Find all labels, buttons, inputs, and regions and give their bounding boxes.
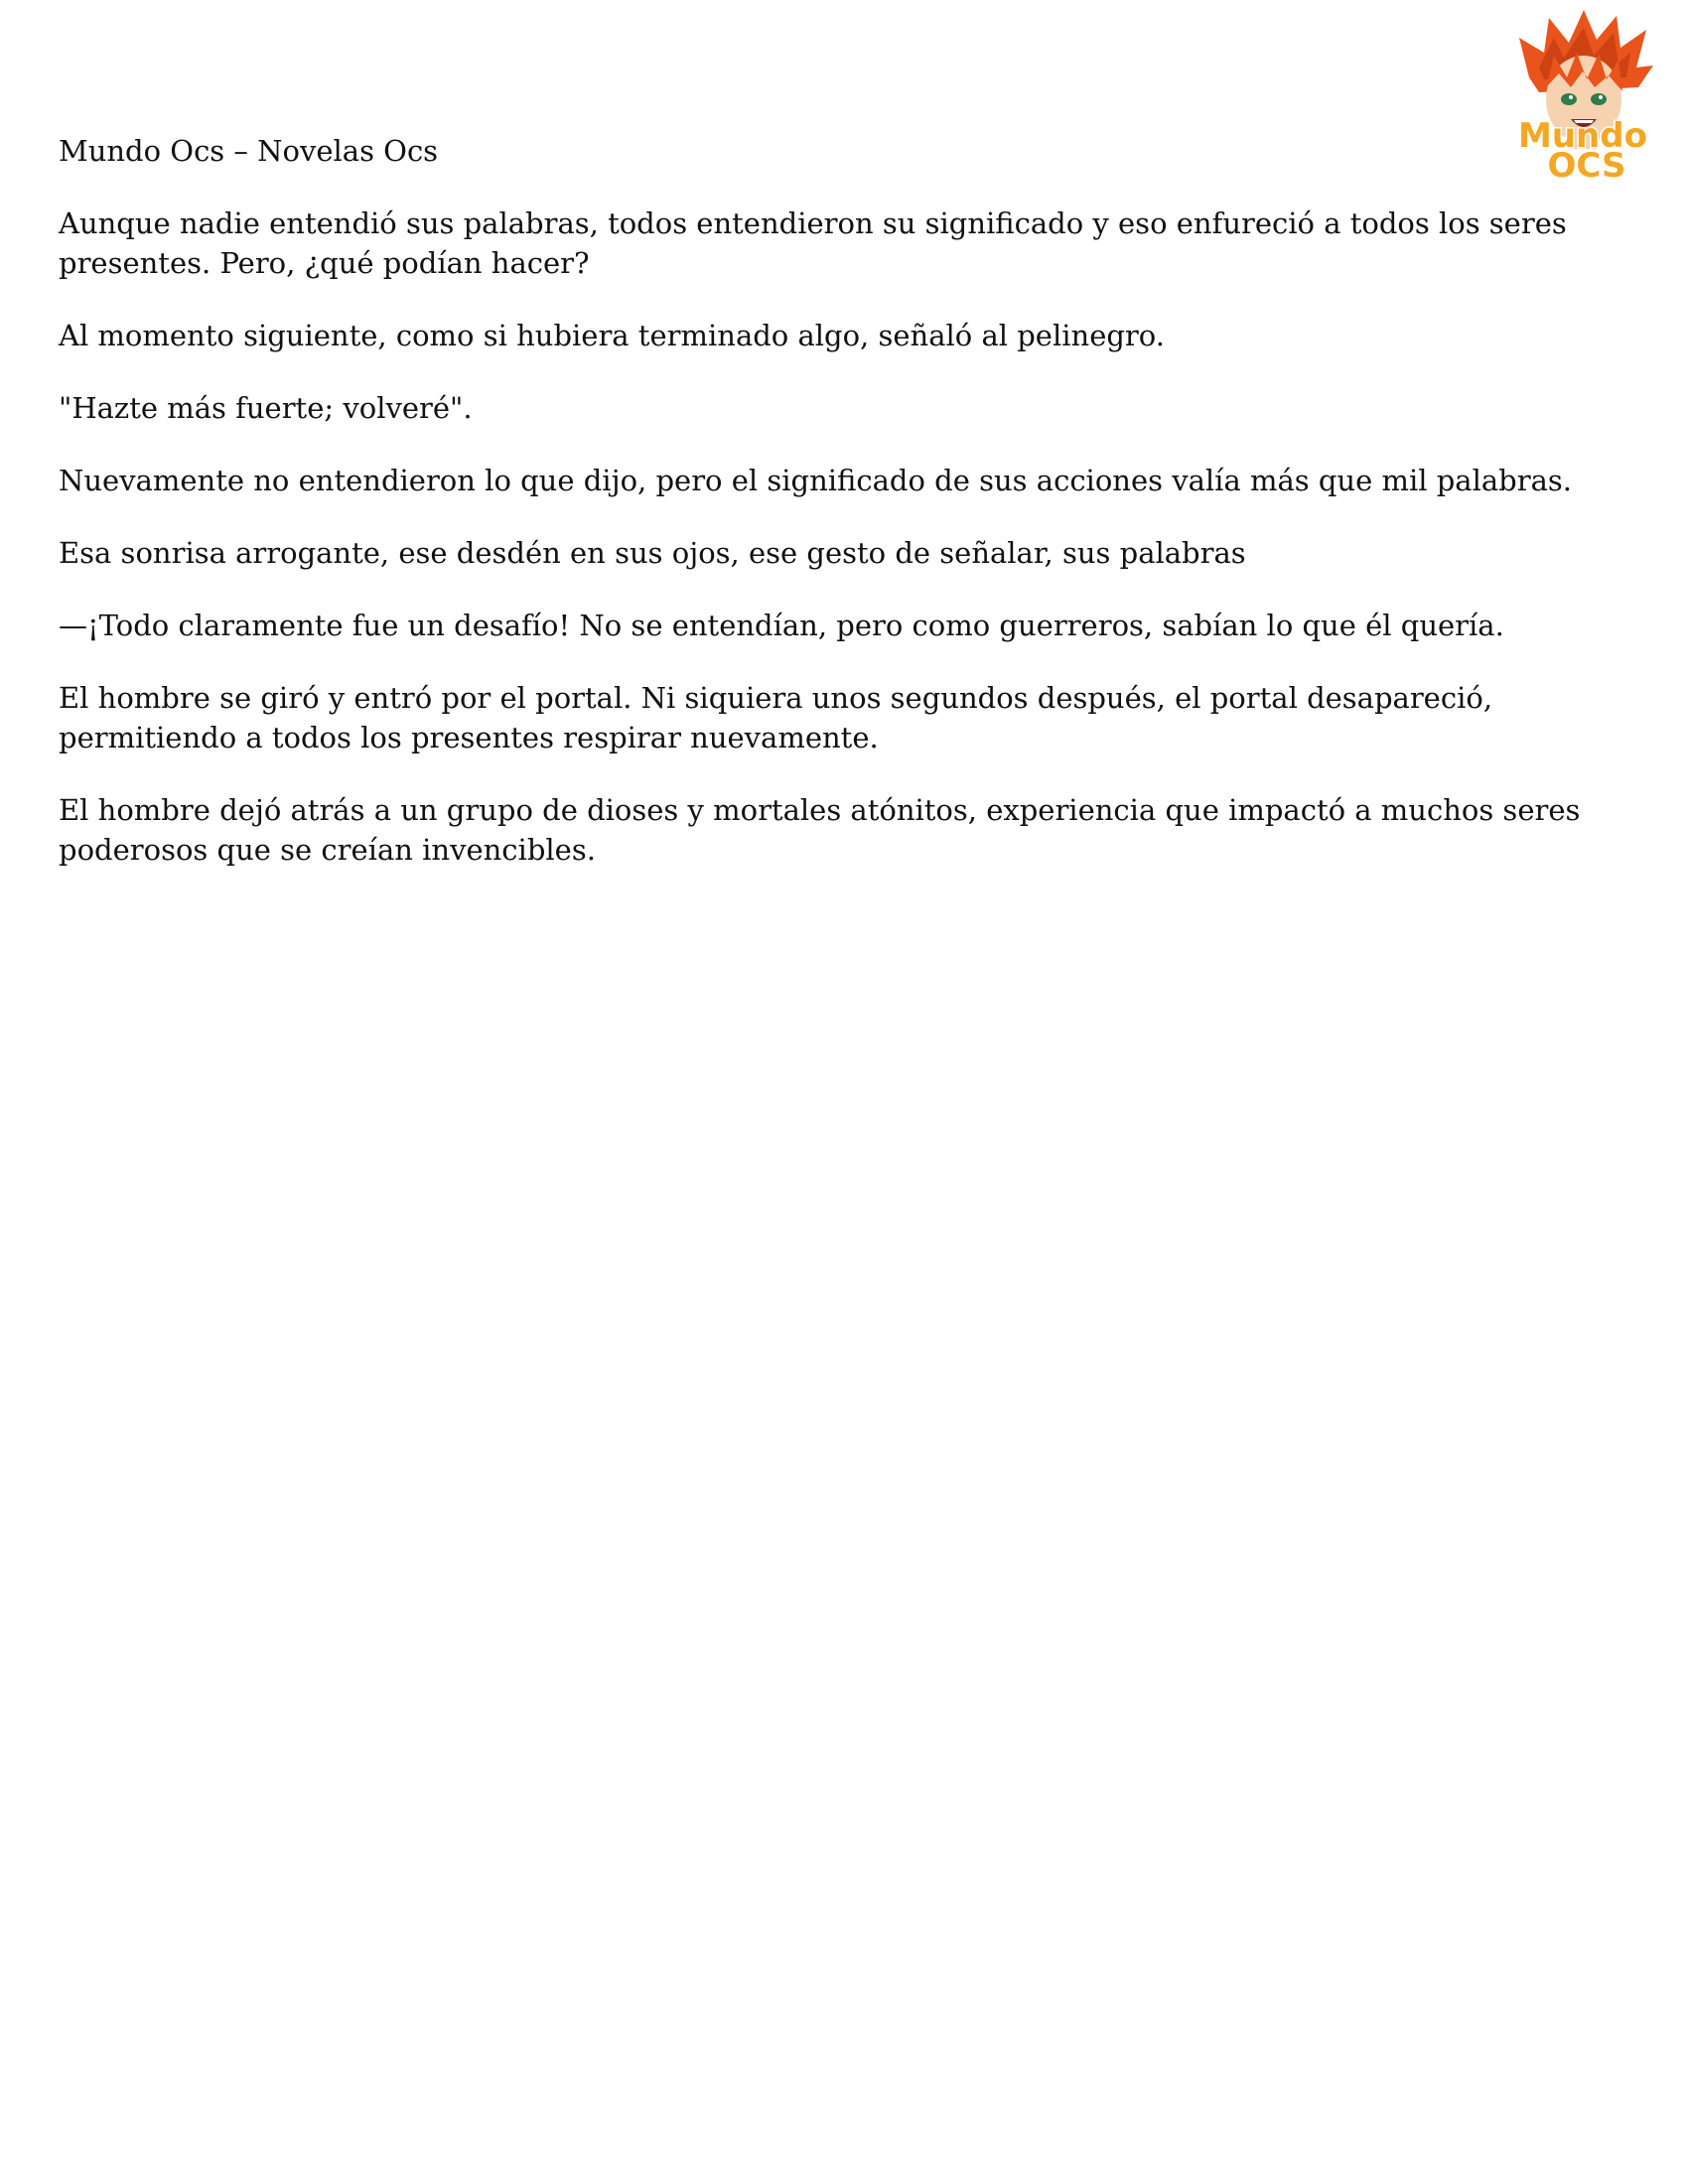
logo-text-line2: OCS [1547,146,1626,182]
anime-character-logo-icon [1499,8,1668,182]
paragraph: "Hazte más fuerte; volveré". [59,391,473,425]
logo-text-line1: Mundo [1518,116,1647,156]
paragraph: Nuevamente no entendieron lo que dijo, pero el significado de sus acciones valía más que mil palabras. [59,464,1572,497]
paragraph: Al momento siguiente, como si hubiera terminado algo, señaló al pelinegro. [59,319,1165,352]
paragraph: Esa sonrisa arrogante, ese desdén en sus ojos, ese gesto de señalar, sus palabras [59,536,1246,570]
document-body [59,204,1647,902]
paragraph: El hombre dejó atrás a un grupo de dioses y mortales atónitos, experiencia que impactó a muchos seres poderosos que se creían invencibles. [59,793,1581,867]
paragraph: El hombre se giró y entró por el portal. Ni siquiera unos segundos después, el portal desapareció, permitiendo a todos los presentes respirar nuevamente. [59,681,1493,754]
paragraph: Aunque nadie entendió sus palabras, todos entendieron su significado y eso enfureció a todos los seres presentes. Pero, ¿qué podían hacer? [59,206,1567,280]
paragraph: —¡Todo claramente fue un desafío! No se entendían, pero como guerreros, sabían lo que él quería. [59,609,1504,642]
mundo-ocs-logo [1499,8,1668,182]
page-header: Mundo Ocs – Novelas Ocs [59,134,439,168]
